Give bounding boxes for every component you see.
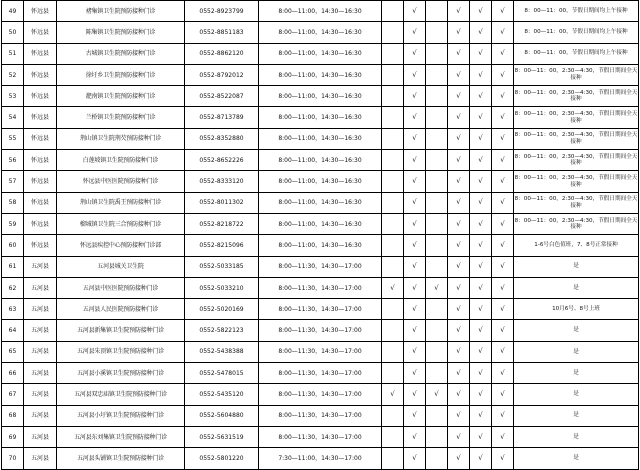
check-cell (382, 1, 404, 22)
county-cell: 怀远县 (24, 43, 57, 64)
table-row (2, 22, 639, 43)
check-cell: √ (492, 363, 514, 384)
county-cell: 怀远县 (24, 150, 57, 171)
check-cell: √ (404, 299, 426, 320)
clinic-name-cell: 荆山镇卫生院荆芡预防接种门诊 (57, 128, 185, 149)
clinic-name-cell: 怀远县中医医院预防接种门诊 (57, 171, 185, 192)
county-cell: 五河县 (24, 341, 57, 362)
row-number-cell: 58 (2, 192, 24, 213)
check-cell: √ (470, 277, 492, 298)
clinic-name-cell: 五河县小圩镇卫生院预防接种门诊 (57, 405, 185, 426)
check-cell: √ (492, 107, 514, 128)
note-cell: 1-6号白色值班，7、8号正常接种 (514, 235, 639, 256)
phone-cell: 0552-8713789 (185, 107, 259, 128)
check-cell: √ (448, 128, 470, 149)
phone-cell: 0552-5604880 (185, 405, 259, 426)
clinic-name-cell: 五河县双忠庙镇卫生院预防接种门诊 (57, 384, 185, 405)
check-cell: √ (492, 405, 514, 426)
row-number-cell: 55 (2, 128, 24, 149)
clinic-name-cell: 陈集镇卫生院预防接种门诊 (57, 22, 185, 43)
table-body (2, 1, 639, 470)
county-cell: 五河县 (24, 256, 57, 277)
check-cell: √ (404, 277, 426, 298)
check-cell: √ (492, 86, 514, 107)
check-cell: √ (404, 107, 426, 128)
check-cell (426, 213, 448, 234)
row-number-cell: 66 (2, 363, 24, 384)
row-number-cell: 63 (2, 299, 24, 320)
check-cell: √ (470, 1, 492, 22)
check-cell: √ (448, 299, 470, 320)
check-cell (382, 192, 404, 213)
check-cell: √ (492, 150, 514, 171)
check-cell: √ (470, 320, 492, 341)
check-cell: √ (448, 235, 470, 256)
phone-cell: 0552-8215096 (185, 235, 259, 256)
clinic-name-cell: 徐圩乡卫生院预防接种门诊 (57, 64, 185, 85)
check-cell: √ (470, 426, 492, 447)
check-cell: √ (448, 1, 470, 22)
row-number-cell: 65 (2, 341, 24, 362)
hours-cell: 8:00—11:00，14:30—16:30 (259, 43, 382, 64)
check-cell: √ (404, 320, 426, 341)
check-cell: √ (470, 448, 492, 469)
hours-cell: 8:00—11:00，14:30—16:30 (259, 150, 382, 171)
row-number-cell: 59 (2, 213, 24, 234)
check-cell: √ (492, 299, 514, 320)
check-cell: √ (404, 448, 426, 469)
note-cell: 8：00—11：00，2:30—4:30，节假日期间全天接种 (514, 171, 639, 192)
check-cell (426, 192, 448, 213)
check-cell: √ (470, 171, 492, 192)
phone-cell: 0552-8333120 (185, 171, 259, 192)
table-row (2, 171, 639, 192)
check-cell (382, 128, 404, 149)
hours-cell: 8:00—11:00，14:30—16:30 (259, 171, 382, 192)
table-row (2, 341, 639, 362)
hours-cell: 8:00—11:30，14:30—17:00 (259, 299, 382, 320)
check-cell (382, 107, 404, 128)
check-cell (382, 426, 404, 447)
phone-cell: 0552-5438388 (185, 341, 259, 362)
phone-cell: 0552-8522087 (185, 86, 259, 107)
hours-cell: 8:00—11:00，14:30—16:30 (259, 64, 382, 85)
check-cell: √ (492, 341, 514, 362)
phone-cell: 0552-5020169 (185, 299, 259, 320)
clinic-name-cell: 五河县中医医院预防接种门诊 (57, 277, 185, 298)
table-row (2, 128, 639, 149)
check-cell: √ (470, 256, 492, 277)
check-cell: √ (470, 213, 492, 234)
check-cell (426, 64, 448, 85)
row-number-cell: 51 (2, 43, 24, 64)
note-cell: 是 (514, 256, 639, 277)
hours-cell: 8:00—11:00，14:30—16:30 (259, 107, 382, 128)
county-cell: 五河县 (24, 448, 57, 469)
check-cell: √ (426, 384, 448, 405)
row-number-cell: 50 (2, 22, 24, 43)
row-number-cell: 67 (2, 384, 24, 405)
check-cell (426, 448, 448, 469)
table-row (2, 448, 639, 469)
check-cell: √ (404, 341, 426, 362)
note-cell: 是 (514, 405, 639, 426)
clinic-name-cell: 兰桥镇卫生院预防接种门诊 (57, 107, 185, 128)
phone-cell: 0552-8218722 (185, 213, 259, 234)
clinic-name-cell: 白莲坡镇卫生院预防接种门诊 (57, 150, 185, 171)
row-number-cell: 52 (2, 64, 24, 85)
hours-cell: 8:00—11:00，14:30—16:30 (259, 86, 382, 107)
check-cell: √ (470, 43, 492, 64)
row-number-cell: 61 (2, 256, 24, 277)
clinic-name-cell: 榴城镇卫生院三合预防接种门诊 (57, 213, 185, 234)
check-cell (426, 320, 448, 341)
check-cell: √ (492, 384, 514, 405)
check-cell (426, 1, 448, 22)
row-number-cell: 70 (2, 448, 24, 469)
row-number-cell: 64 (2, 320, 24, 341)
check-cell (426, 86, 448, 107)
check-cell: √ (404, 256, 426, 277)
clinic-name-cell: 褚集镇卫生院预防接种门诊 (57, 1, 185, 22)
note-cell: 8：00—11：00，节假日期间均上午接种 (514, 1, 639, 22)
check-cell: √ (470, 86, 492, 107)
check-cell: √ (448, 192, 470, 213)
check-cell (426, 299, 448, 320)
note-cell: 8：00—11：00，2:30—4:30，节假日期间全天接种 (514, 192, 639, 213)
clinic-name-cell: 五河县朱顶镇卫生院预防接种门诊 (57, 341, 185, 362)
check-cell: √ (470, 341, 492, 362)
check-cell (382, 235, 404, 256)
county-cell: 五河县 (24, 426, 57, 447)
phone-cell: 0552-8652226 (185, 150, 259, 171)
note-cell: 8：00—11：00，节假日期间均上午接种 (514, 22, 639, 43)
clinic-name-cell: 五河县新集镇卫生院预防接种门诊 (57, 320, 185, 341)
check-cell (382, 320, 404, 341)
check-cell (426, 426, 448, 447)
check-cell (426, 22, 448, 43)
check-cell: √ (448, 107, 470, 128)
hours-cell: 8:00—11:30，14:30—17:00 (259, 405, 382, 426)
check-cell: √ (404, 192, 426, 213)
note-cell: 是 (514, 320, 639, 341)
clinic-name-cell: 五河县小溪镇卫生院预防接种门诊 (57, 363, 185, 384)
check-cell (382, 405, 404, 426)
clinic-name-cell: 荆山镇卫生院禹王预防接种门诊 (57, 192, 185, 213)
table-row (2, 277, 639, 298)
check-cell: √ (404, 150, 426, 171)
phone-cell: 0552-5033185 (185, 256, 259, 277)
check-cell (382, 213, 404, 234)
note-cell: 是 (514, 426, 639, 447)
row-number-cell: 53 (2, 86, 24, 107)
check-cell: √ (404, 426, 426, 447)
hours-cell: 8:00—11:30，14:30—17:00 (259, 256, 382, 277)
county-cell: 五河县 (24, 320, 57, 341)
check-cell: √ (470, 405, 492, 426)
phone-cell: 0552-8011302 (185, 192, 259, 213)
check-cell: √ (404, 171, 426, 192)
check-cell (426, 256, 448, 277)
note-cell: 是 (514, 448, 639, 469)
check-cell: √ (448, 150, 470, 171)
note-cell: 8：00—11：00，2:30—4:30，节假日期间全天接种 (514, 86, 639, 107)
phone-cell: 0552-8792012 (185, 64, 259, 85)
check-cell: √ (492, 192, 514, 213)
check-cell: √ (404, 64, 426, 85)
check-cell: √ (448, 22, 470, 43)
check-cell: √ (426, 277, 448, 298)
check-cell: √ (470, 64, 492, 85)
clinic-name-cell: 怀远县疾控中心预防接种门诊部 (57, 235, 185, 256)
check-cell: √ (470, 22, 492, 43)
check-cell: √ (470, 107, 492, 128)
county-cell: 五河县 (24, 299, 57, 320)
check-cell: √ (470, 235, 492, 256)
county-cell: 怀远县 (24, 1, 57, 22)
county-cell: 五河县 (24, 405, 57, 426)
note-cell: 是 (514, 384, 639, 405)
check-cell (382, 171, 404, 192)
table-row (2, 43, 639, 64)
county-cell: 怀远县 (24, 107, 57, 128)
note-cell: 8：00—11：00，节假日期间均上午接种 (514, 43, 639, 64)
phone-cell: 0552-5435120 (185, 384, 259, 405)
row-number-cell: 68 (2, 405, 24, 426)
check-cell: √ (448, 384, 470, 405)
note-cell: 8：00—11：00，2:30—4:30，节假日期间全天接种 (514, 64, 639, 85)
check-cell: √ (492, 64, 514, 85)
check-cell: √ (448, 64, 470, 85)
check-cell: √ (448, 43, 470, 64)
county-cell: 五河县 (24, 384, 57, 405)
county-cell: 怀远县 (24, 22, 57, 43)
phone-cell: 0552-8923799 (185, 1, 259, 22)
check-cell: √ (470, 150, 492, 171)
county-cell: 怀远县 (24, 86, 57, 107)
vaccination-clinic-table (1, 0, 639, 470)
check-cell: √ (492, 213, 514, 234)
phone-cell: 0552-5801220 (185, 448, 259, 469)
check-cell: √ (492, 171, 514, 192)
check-cell: √ (448, 277, 470, 298)
check-cell: √ (448, 405, 470, 426)
check-cell (382, 341, 404, 362)
check-cell: √ (404, 235, 426, 256)
check-cell: √ (470, 363, 492, 384)
check-cell: √ (404, 128, 426, 149)
check-cell (426, 150, 448, 171)
hours-cell: 8:00—11:30，14:30—17:00 (259, 320, 382, 341)
check-cell: √ (492, 128, 514, 149)
table-row (2, 405, 639, 426)
table-row (2, 256, 639, 277)
check-cell (426, 43, 448, 64)
note-cell: 8：00—11：00，2:30—4:30，节假日期间全天接种 (514, 128, 639, 149)
check-cell: √ (492, 320, 514, 341)
table-row (2, 192, 639, 213)
check-cell: √ (448, 320, 470, 341)
note-cell: 8：00—11：00，2:30—4:30，节假日期间全天接种 (514, 150, 639, 171)
check-cell: √ (492, 448, 514, 469)
table-row (2, 86, 639, 107)
check-cell (382, 43, 404, 64)
phone-cell: 0552-5822123 (185, 320, 259, 341)
check-cell: √ (492, 235, 514, 256)
check-cell (382, 256, 404, 277)
check-cell: √ (492, 426, 514, 447)
phone-cell: 0552-8352880 (185, 128, 259, 149)
check-cell: √ (492, 22, 514, 43)
table-row (2, 299, 639, 320)
row-number-cell: 62 (2, 277, 24, 298)
clinic-name-cell: 五河县城关卫生院 (57, 256, 185, 277)
check-cell (382, 299, 404, 320)
check-cell (426, 171, 448, 192)
check-cell: √ (404, 1, 426, 22)
phone-cell: 0552-5478015 (185, 363, 259, 384)
phone-cell: 0552-8862120 (185, 43, 259, 64)
county-cell: 怀远县 (24, 213, 57, 234)
check-cell: √ (448, 213, 470, 234)
county-cell: 怀远县 (24, 128, 57, 149)
phone-cell: 0552-5631519 (185, 426, 259, 447)
clinic-name-cell: 淝南镇卫生院预防接种门诊 (57, 86, 185, 107)
hours-cell: 8:00—11:30，14:30—17:00 (259, 426, 382, 447)
table-row (2, 363, 639, 384)
check-cell: √ (404, 213, 426, 234)
check-cell: √ (404, 22, 426, 43)
check-cell: √ (448, 426, 470, 447)
check-cell: √ (404, 43, 426, 64)
hours-cell: 7:30—11:00，14:30—17:00 (259, 448, 382, 469)
check-cell (382, 363, 404, 384)
table-row (2, 426, 639, 447)
check-cell: √ (448, 448, 470, 469)
check-cell: √ (448, 171, 470, 192)
phone-cell: 0552-5033210 (185, 277, 259, 298)
note-cell: 是 (514, 341, 639, 362)
check-cell: √ (470, 299, 492, 320)
check-cell (382, 150, 404, 171)
hours-cell: 8:00—11:00，14:30—16:30 (259, 213, 382, 234)
phone-cell: 0552-8851183 (185, 22, 259, 43)
hours-cell: 8:00—11:30，14:30—17:00 (259, 277, 382, 298)
note-cell: 是 (514, 277, 639, 298)
check-cell (426, 363, 448, 384)
county-cell: 怀远县 (24, 235, 57, 256)
check-cell: √ (404, 86, 426, 107)
check-cell: √ (470, 128, 492, 149)
hours-cell: 8:00—11:00，14:30—16:30 (259, 192, 382, 213)
check-cell: √ (492, 1, 514, 22)
row-number-cell: 54 (2, 107, 24, 128)
row-number-cell: 49 (2, 1, 24, 22)
check-cell (382, 86, 404, 107)
check-cell: √ (382, 384, 404, 405)
note-cell: 8：00—11：00，2:30—4:30，节假日期间全天接种 (514, 107, 639, 128)
check-cell: √ (404, 405, 426, 426)
check-cell: √ (470, 192, 492, 213)
check-cell (426, 341, 448, 362)
table-row (2, 235, 639, 256)
check-cell: √ (492, 256, 514, 277)
hours-cell: 8:00—11:00，14:30—16:30 (259, 128, 382, 149)
check-cell: √ (448, 256, 470, 277)
row-number-cell: 56 (2, 150, 24, 171)
check-cell (426, 128, 448, 149)
check-cell: √ (492, 277, 514, 298)
check-cell (382, 64, 404, 85)
check-cell (426, 405, 448, 426)
hours-cell: 8:00—11:00，14:30—16:30 (259, 1, 382, 22)
note-cell: 是 (514, 363, 639, 384)
check-cell: √ (448, 86, 470, 107)
check-cell: √ (382, 277, 404, 298)
check-cell: √ (448, 363, 470, 384)
clinic-name-cell: 古城镇卫生院预防接种门诊 (57, 43, 185, 64)
county-cell: 怀远县 (24, 64, 57, 85)
clinic-name-cell: 五河县人民医院预防接种门诊 (57, 299, 185, 320)
hours-cell: 8:00—11:30，14:30—17:00 (259, 384, 382, 405)
hours-cell: 8:00—11:00，14:30—16:30 (259, 22, 382, 43)
check-cell: √ (492, 43, 514, 64)
check-cell (426, 235, 448, 256)
table-row (2, 64, 639, 85)
note-cell: 8：00—11：00，2:30—4:30，节假日期间全天接种 (514, 213, 639, 234)
clinic-name-cell: 五河县头铺镇卫生院预防接种门诊 (57, 448, 185, 469)
county-cell: 怀远县 (24, 171, 57, 192)
table-row (2, 150, 639, 171)
row-number-cell: 69 (2, 426, 24, 447)
check-cell (382, 448, 404, 469)
check-cell (426, 107, 448, 128)
county-cell: 五河县 (24, 363, 57, 384)
check-cell: √ (404, 363, 426, 384)
table-row (2, 320, 639, 341)
clinic-name-cell: 五河县东刘集镇卫生院预防接种门诊 (57, 426, 185, 447)
county-cell: 怀远县 (24, 192, 57, 213)
row-number-cell: 60 (2, 235, 24, 256)
hours-cell: 8:00—11:30，14:30—17:00 (259, 363, 382, 384)
table-row (2, 384, 639, 405)
table-row (2, 1, 639, 22)
check-cell (382, 22, 404, 43)
check-cell: √ (404, 384, 426, 405)
check-cell: √ (448, 341, 470, 362)
hours-cell: 8:00—11:00，14:30—16:30 (259, 235, 382, 256)
check-cell: √ (470, 384, 492, 405)
note-cell: 10月6号、8号上班 (514, 299, 639, 320)
table-row (2, 213, 639, 234)
row-number-cell: 57 (2, 171, 24, 192)
table-row (2, 107, 639, 128)
county-cell: 五河县 (24, 277, 57, 298)
hours-cell: 8:00—11:30，14:30—17:00 (259, 341, 382, 362)
